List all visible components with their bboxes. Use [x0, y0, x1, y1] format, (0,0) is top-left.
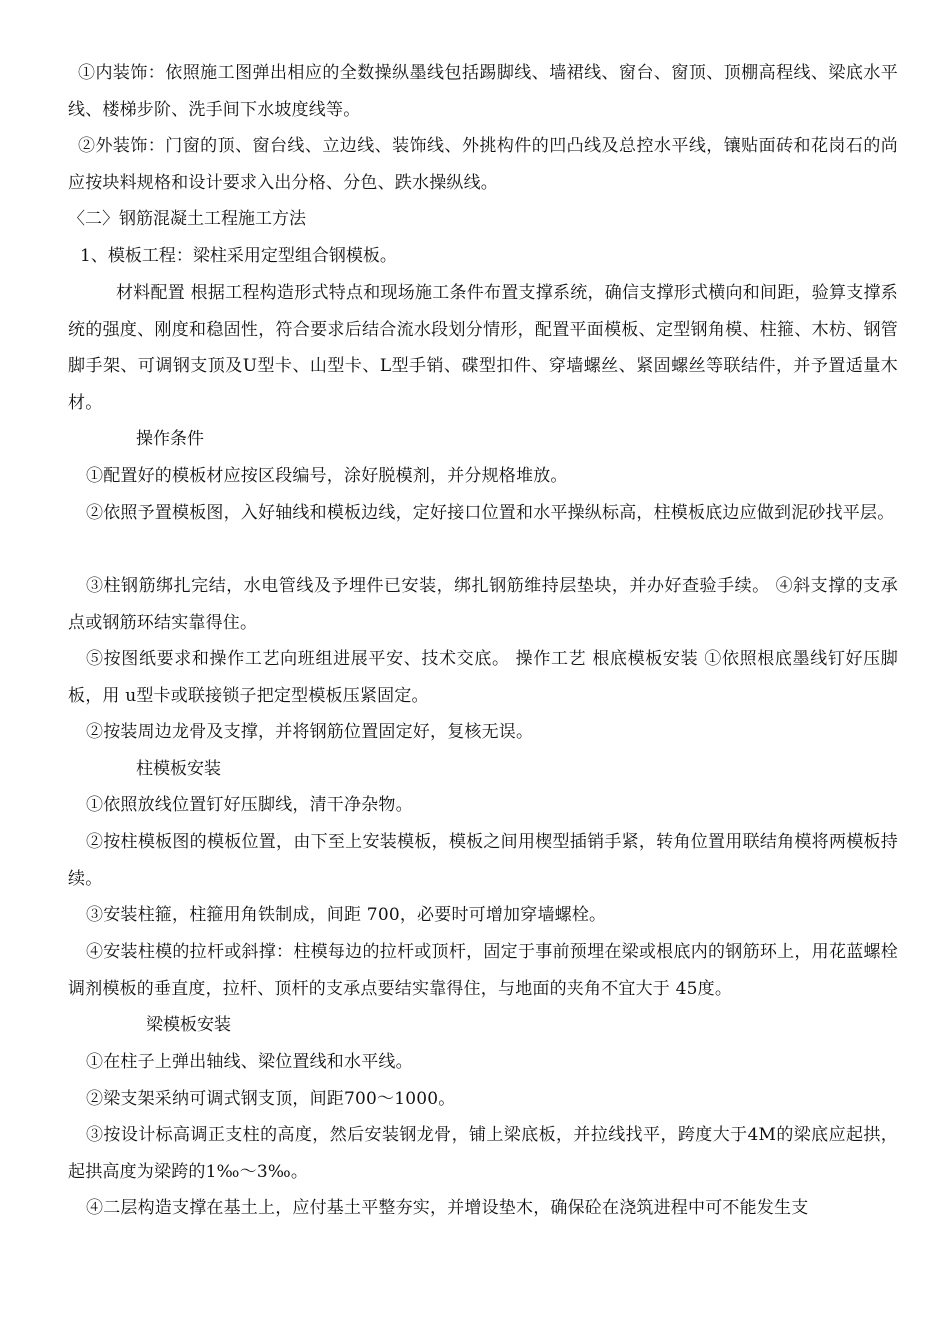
heading-column-formwork: 柱模板安装: [136, 759, 221, 779]
paragraph-condition-1: ①配置好的模板材应按区段编号，涂好脱模剂，并分规格堆放。: [86, 466, 568, 486]
heading-beam-formwork: 梁模板安装: [146, 1015, 231, 1035]
paragraph-column-step-3: ③安装柱箍，柱箍用角铁制成，间距 700，必要时可增加穿墙螺栓。: [86, 905, 607, 925]
paragraph-column-step-4: ④安装柱模的拉杆或斜撑：柱模每边的拉杆或顶杆，固定于事前预埋在梁或根底内的钢筋环上，用花蓝螺栓调剂模板的垂直度，拉杆、顶杆的支承点要结实靠得住，与地面的夹角不宜大于 45度。: [68, 942, 898, 999]
heading-operating-conditions: 操作条件: [136, 429, 204, 449]
paragraph-beam-step-3: ③按设计标高调正支柱的高度，然后安装钢龙骨，铺上梁底板，并拉线找平，跨度大于4M的梁底应起拱，起拱高度为梁跨的1‰～3‰。: [68, 1125, 898, 1182]
paragraph-column-step-2: ②按柱模板图的模板位置，由下至上安装模板，模板之间用楔型插销手紧，转角位置用联结角模将两模板持续。: [68, 832, 898, 889]
paragraph-column-step-1: ①依照放线位置钉好压脚线，清干净杂物。: [86, 795, 413, 815]
subsection-heading-formwork: 1、模板工程：梁柱采用定型组合钢模板。: [80, 246, 397, 266]
paragraph-condition-3-4: ③柱钢筋绑扎完结，水电管线及予埋件已安装，绑扎钢筋维持层垫块，并办好查验手续。 ④斜支撑的支承点或钢筋环结实靠得住。: [68, 576, 898, 633]
paragraph-interior-decoration: ①内装饰：依照施工图弹出相应的全数操纵墨线包括踢脚线、墙裙线、窗台、窗顶、顶棚高程线、梁底水平线、楼梯步阶、洗手间下水坡度线等。: [68, 63, 898, 120]
paragraph-condition-2: ②依照予置模板图，入好轴线和模板边线，定好接口位置和水平操纵标高，柱模板底边应做到泥砂找平层。: [86, 503, 895, 523]
section-heading-concrete-methods: 〈二〉钢筋混凝土工程施工方法: [68, 209, 306, 229]
paragraph-beam-step-4: ④二层构造支撑在基土上，应付基土平整夯实，并增设垫木，确保砼在浇筑进程中可不能发生支: [86, 1198, 809, 1218]
paragraph-condition-5-process: ⑤按图纸要求和操作工艺向班组进展平安、技术交底。 操作工艺 根底模板安装 ①依照根底墨线钉好压脚板，用 u型卡或联接锁子把定型模板压紧固定。: [68, 649, 898, 706]
paragraph-material-configuration: 材料配置 根据工程构造形式特点和现场施工条件布置支撑系统，确信支撑形式横向和间距，验算支撑系统的强度、刚度和稳固性，符合要求后结合流水段划分情形，配置平面模板、定型钢角模、柱箍、木枋、钢管脚手架、可调钢支顶及U型卡、山型卡、L型手销、碟型扣件、穿墙螺丝、紧固螺丝等联结件，并予置适量木材。: [68, 283, 898, 414]
paragraph-beam-step-2: ②梁支架采纳可调式钢支顶，间距700～1000。: [86, 1089, 456, 1109]
paragraph-exterior-decoration: ②外装饰：门窗的顶、窗台线、立边线、装饰线、外挑构件的凹凸线及总控水平线，镶贴面砖和花岗石的尚应按块料规格和设计要求入出分格、分色、跌水操纵线。: [68, 136, 898, 193]
paragraph-foundation-step-2: ②按装周边龙骨及支撑，并将钢筋位置固定好，复核无误。: [86, 722, 534, 742]
paragraph-beam-step-1: ①在柱子上弹出轴线、梁位置线和水平线。: [86, 1052, 413, 1072]
